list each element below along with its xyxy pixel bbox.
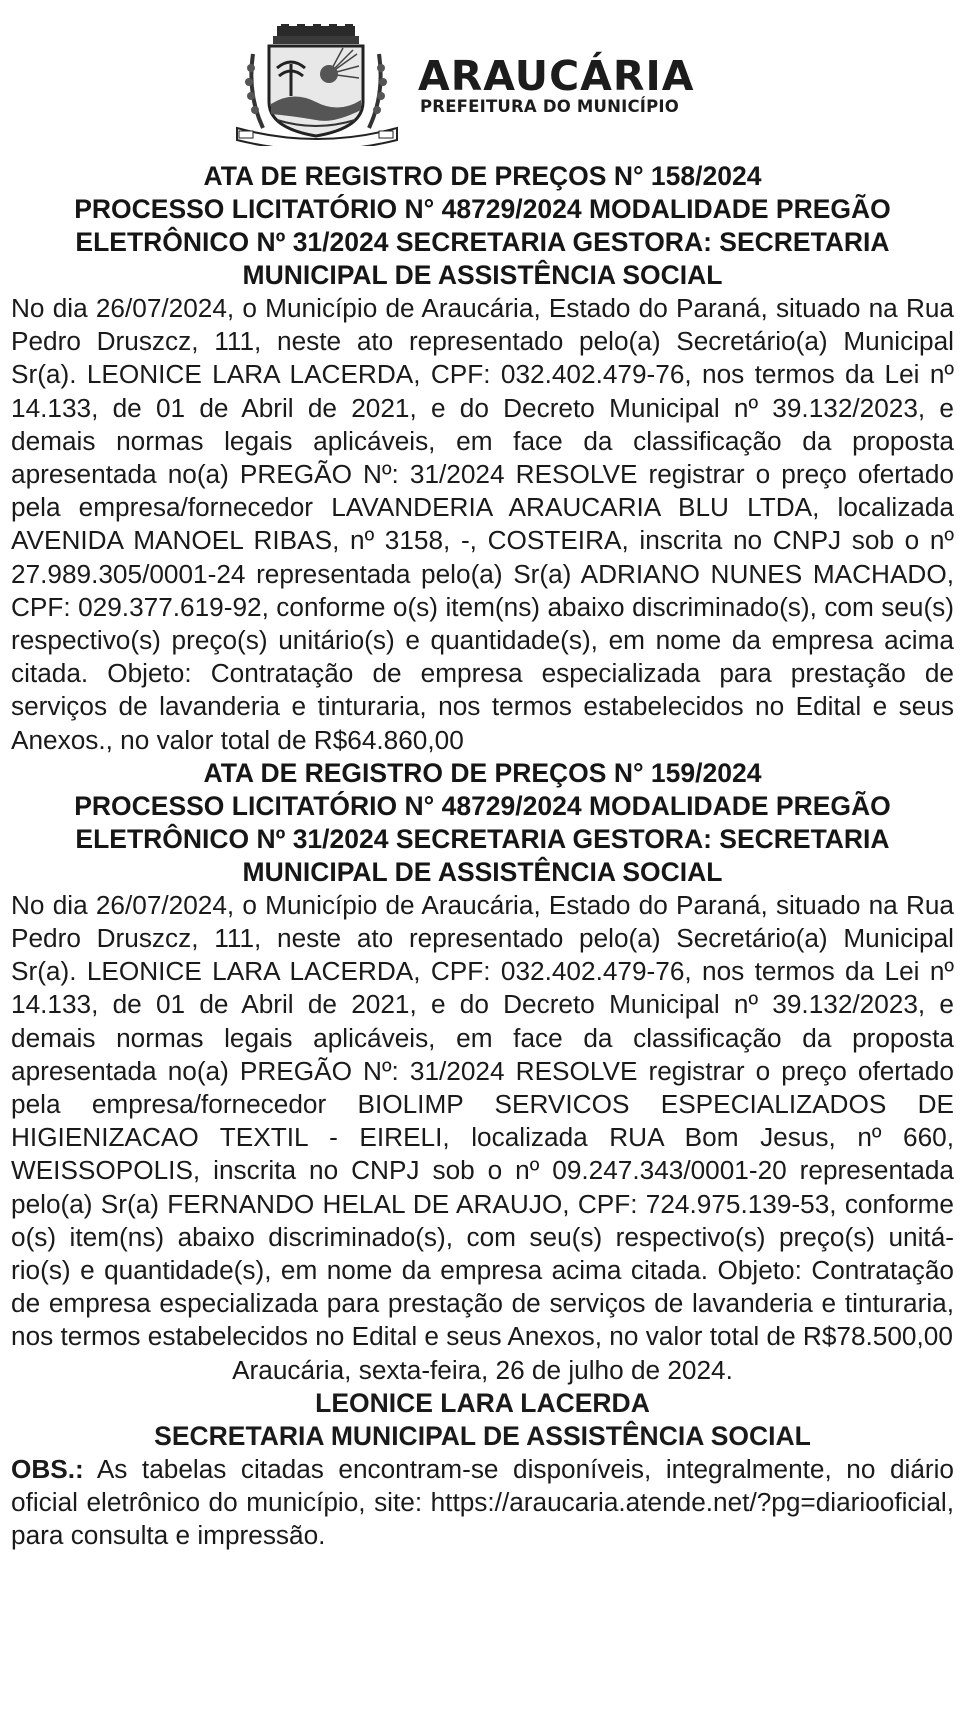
- signatory-department: SECRETARIA MUNICIPAL DE ASSISTÊNCIA SOCIAL: [154, 1420, 811, 1451]
- coat-of-arms-icon: [233, 24, 401, 146]
- obs-label: OBS.:: [11, 1453, 84, 1484]
- brand-block: [418, 54, 694, 116]
- ata-158-process-heading: PROCESSO LICITATÓRIO N° 48729/2024 MODALIDADE PREGÃO ELETRÔNICO Nº 31/2024 SECRETARIA GESTORA: SECRETARIA MUNICIPAL DE ASSISTÊNCIA SOCIAL: [74, 194, 891, 290]
- obs-text: As tabelas citadas encontram-se disponíveis, integralmente, no diário oficial eletrônico do município, site: https://araucaria.atende.net/?pg=diariooficial, para consulta e impressão.: [11, 1453, 954, 1550]
- signatory-name: LEONICE LARA LACERDA: [315, 1387, 650, 1418]
- ata-158-section: [11, 160, 954, 757]
- brand-subtitle: PREFEITURA DO MUNICÍPIO: [420, 97, 679, 116]
- ata-159-title: ATA DE REGISTRO DE PREÇOS N° 159/2024: [203, 757, 762, 788]
- masthead: [11, 0, 954, 160]
- ata-159-section: [11, 757, 954, 1354]
- obs-note: [11, 1453, 954, 1552]
- ata-158-body: No dia 26/07/2024, o Município de Araucária, Estado do Paraná, situado na Rua Pedro Druszcz, 111, neste ato representado pelo(a) Secretário(a) Municipal Sr(a). LEONICE LARA LACERDA, CPF: 032.402.479-76, nos termos da Lei nº 14.133, de 01 de Abril de 2021, e do Decreto Municipal nº 39.132/2023, e demais normas legais aplicáveis, em face da classificação da proposta apresentada no(a) PREGÃO Nº: 31/2024 RESOLVE registrar o preço ofertado pela empresa/fornecedor LAVANDERIA ARAUCARIA BLU LTDA, localizada AVENIDA MANOEL RIBAS, nº 3158, -, COSTEIRA, inscrita no CNPJ sob o nº 27.989.305/0001-24 representada pelo(a) Sr(a) ADRIANO NUNES MACHADO, CPF: 029.377.619-92, conforme o(s) item(ns) abaixo discriminado(s), com seu(s) respectivo(s) preço(s) unitário(s) e quantidade(s), em nome da empresa acima citada. Objeto: Contratação de empresa especializada para prestação de serviços de lavanderia e tinturaria, nos termos estabelecidos no Edital e seus Anexos., no valor total de R$64.860,00: [11, 293, 954, 755]
- ata-158-title: ATA DE REGISTRO DE PREÇOS N° 158/2024: [203, 161, 762, 191]
- ata-159-process-heading: PROCESSO LICITATÓRIO N° 48729/2024 MODALIDADE PREGÃO ELETRÔNICO Nº 31/2024 SECRETARIA GESTORA: SECRETARIA MUNICIPAL DE ASSISTÊNCIA SOCIAL: [74, 790, 891, 887]
- brand-name: ARAUCÁRIA: [418, 52, 695, 100]
- ata-159-body: No dia 26/07/2024, o Município de Araucária, Estado do Paraná, situado na Rua Pedro Druszcz, 111, neste ato representado pelo(a) Secretário(a) Municipal Sr(a). LEONICE LARA LACERDA, CPF: 032.402.479-76, nos termos da Lei nº 14.133, de 01 de Abril de 2021, e do Decreto Municipal nº 39.132/2023, e demais normas legais aplicáveis, em face da classificação da proposta apresentada no(a) PREGÃO Nº: 31/2024 RESOLVE registrar o preço ofertado pela empresa/fornecedor BIOLIMP SERVICOS ESPECIALIZADOS DE HIGIENIZACAO TEXTIL - EIRELI, localizada RUA Bom Jesus, nº 660, WEISSOPOLIS, inscrita no CNPJ sob o nº 09.247.343/0001-20 representada pelo(a) Sr(a) FERNANDO HELAL DE ARAUJO, CPF: 724.975.139-53, conforme o(s) item(ns) abaixo discriminado(s), com seu(s) respectivo(s) preço(s) unitário(s) e quantidade(s), em nome da empresa acima citada. Objeto: Contratação de empresa especializada para prestação de serviços de lavanderia e tinturaria, nos termos estabelecidos no Edital e seus Anexos, no valor total de R$78.500,00: [11, 889, 954, 1352]
- date-line: Araucária, sexta-feira, 26 de julho de 2024.: [232, 1354, 733, 1385]
- closing-section: [11, 1354, 954, 1453]
